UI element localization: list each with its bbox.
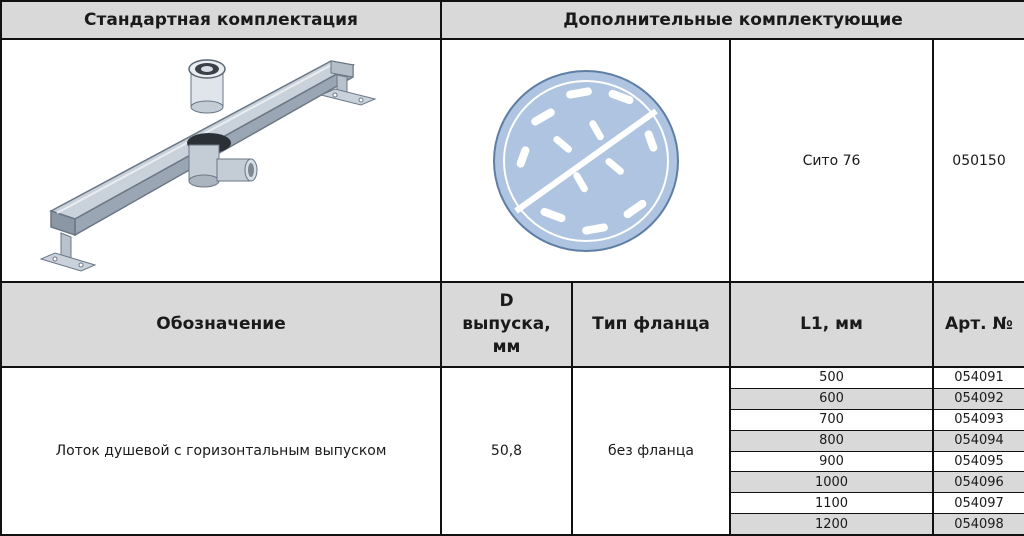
article-value: 054098 — [934, 514, 1024, 534]
additional-parts-header: Дополнительные комплектующие — [441, 1, 1024, 39]
sieve-image — [441, 39, 730, 282]
col-d-line3: мм — [492, 337, 521, 357]
article-value: 054097 — [934, 493, 1024, 514]
length-value: 600 — [731, 389, 932, 410]
product-name: Лоток душевой с горизонтальным выпуском — [1, 367, 441, 535]
length-value: 800 — [731, 431, 932, 452]
article-value: 054092 — [934, 389, 1024, 410]
article-value: 054096 — [934, 472, 1024, 493]
article-value: 054091 — [934, 368, 1024, 389]
article-value: 054093 — [934, 410, 1024, 431]
length-value: 900 — [731, 452, 932, 473]
length-value: 1200 — [731, 514, 932, 534]
product-diameter: 50,8 — [441, 367, 572, 535]
accessory-article: 050150 — [933, 39, 1024, 282]
col-l1: L1, мм — [730, 282, 933, 367]
col-d-outlet — [441, 282, 572, 367]
col-d-line2: выпуска, — [462, 314, 551, 334]
col-article: Арт. № — [933, 282, 1024, 367]
product-flange: без фланца — [572, 367, 730, 535]
col-flange-type: Тип фланца — [572, 282, 730, 367]
length-value: 700 — [731, 410, 932, 431]
accessory-name: Сито 76 — [730, 39, 933, 282]
col-d-line1: D — [499, 291, 514, 311]
article-value: 054094 — [934, 431, 1024, 452]
drain-channel-image — [1, 39, 441, 282]
length-value: 500 — [731, 368, 932, 389]
length-value: 1100 — [731, 493, 932, 514]
length-value: 1000 — [731, 472, 932, 493]
article-value: 054095 — [934, 452, 1024, 473]
lengths-column — [730, 367, 933, 535]
col-designation: Обозначение — [1, 282, 441, 367]
standard-kit-header: Стандартная комплектация — [1, 1, 441, 39]
articles-column — [933, 367, 1024, 535]
